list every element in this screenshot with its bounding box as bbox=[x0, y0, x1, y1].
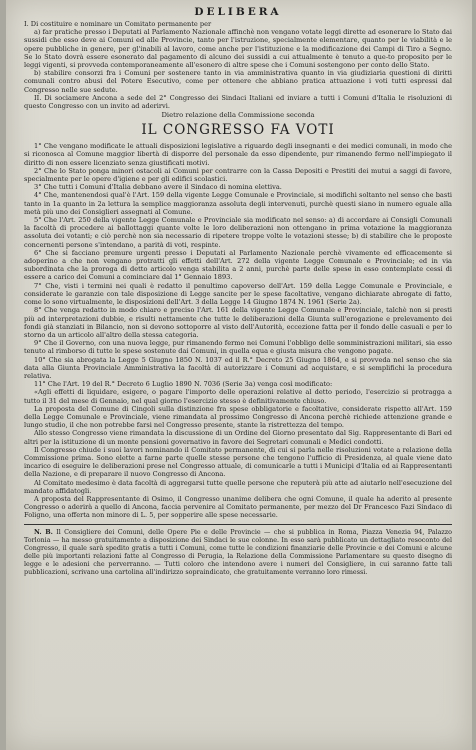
voto-8: 8° Che venga redatto in modo chiaro e preciso l'Art. 161 della vigente Legge Comunale e Provinciale, talchè non si presti più ad interpretazioni dubbie, e risulti nettamente che tutte le deliberazioni della Giunta sull'erogazione e prelevamento dei fondi già stanziati in Bilancio, non si devono sottoporre al visto dell'Autorità, eccezione fatta per il fondo delle casuali e per lo storno da un articolo all'altro della stessa categoria. bbox=[24, 306, 452, 339]
voto-1: 1° Che vengano modificate le attuali disposizioni legislative a riguardo degli insegnanti e dei medici comunali, in modo che si riconosca al Comune maggior libertà di disporre del personale da esso dipendente, pur rimanendo fermo nell'impiegato il diritto di non essere licenziato senza giustificati motivi. bbox=[24, 142, 452, 167]
delibera-heading: DELIBERA bbox=[194, 6, 282, 18]
delibera-item-2: II. Di sociamere Ancona a sede del 2° Congresso dei Sindaci Italiani ed inviare a tutti i Comuni d'Italia le risoluzioni di questo Congresso con un invito ad aderirvi. bbox=[24, 93, 452, 111]
voto-11-quote: «Agli effetti di liquidare, esigere, o pagare l'importo delle operazioni relative al detto periodo, l'esercizio si protragga a tutto il 31 del mese di Gennaio, nel qual giorno l'esercizio stesso è definitivamente chiuso. bbox=[24, 388, 452, 405]
voto-10: 10° Che sia abrogata la Legge 5 Giugno 1850 N. 1037 ed il R.° Decreto 25 Giugno 1864, e si provveda nel senso che sia data alla Giunta Provinciale Amministrativa la facoltà di autorizzare i Comuni ad acquistare, e si semplifichi la procedura relativa. bbox=[24, 355, 452, 380]
relation-line: Dietro relazione della Commissione seconda bbox=[161, 111, 315, 120]
voto-4: 4° Che, mantenendosi qual'è l'Art. 159 della vigente Legge Comunale e Provinciale, si modifichi soltanto nel senso che basti tanto in 1a quanto in 2a lettura la semplice maggioranza assoluta degli intervenuti, purchè questi siano in numero eguale alla metà più uno dei Consiglieri assegnati al Comune. bbox=[24, 191, 452, 216]
cingoli-proposal: La proposta del Comune di Cingoli sulla distinzione fra spese obbligatorie e facoltative, considerate rispetto all'Art. 159 della Legge Comunale e Provinciale, viene rimandata al prossimo Congresso di Ancona perchè richiede attenzione grande e lungo studio, il che non potrebbe farsi nel Congresso presente, stante la ristrettezza del tempo. bbox=[24, 404, 452, 430]
closing-paragraph: Il Congresso chiude i suoi lavori nominando il Comitato permanente, di cui si parla nelle risoluzioni votate a relazione della Commissione prima. Sono elette a farne parte quelle stesse persone che tengono l'ufficio di Presidenza, al quale viene dato incarico di eseguire le deliberazioni prese nel Congresso attuale, di comunicarle a tutti i Municipi d'Italia ed ai Rappresentanti della Nazione, e di preparare il nuovo Congresso di Ancona. bbox=[24, 445, 452, 479]
voto-11: 11° Che l'Art. 19 del R.° Decreto 6 Luglio 1890 N. 7036 (Serie 3a) venga così modificato: bbox=[34, 380, 333, 389]
document-page bbox=[6, 0, 472, 750]
nota-bene bbox=[24, 528, 452, 576]
congress-title: IL CONGRESSO FA VOTI bbox=[141, 122, 335, 139]
osimo-proposal: A proposta del Rappresentante di Osimo, il Congresso unanime delibera che ogni Comune, il quale ha aderito al presente Congresso o aderirà a quello di Ancona, faccia pervenire al Comitato permanente, per mezzo del Dr Francesco Fazi Sindaco di Foligno, una offerta non minore di L. 5, per sopperire alle spese necessarie. bbox=[24, 494, 452, 520]
voto-2: 2° Che lo Stato ponga minori ostacoli ai Comuni per contrarre con la Cassa Depositi e Prestiti dei mutui a saggi di favore, specialmente per le opere d'igiene e per gli edifici scolastici. bbox=[24, 166, 452, 184]
committee-paragraph: Al Comitato medesimo è data facoltà di aggregarsi tutte quelle persone che reputerà più atte ad aiutarlo nell'esecuzione del mandato affidatogli. bbox=[24, 478, 452, 495]
voto-9: 9° Che il Governo, con una nuova legge, pur rimanendo fermo nei Comuni l'obbligo delle somministrazioni militari, sia esso tenuto al rimborso di tutte le spese sostenute dai Comuni, in quella equa e giusta misura che vengono pagate. bbox=[24, 339, 452, 356]
voto-5: 5° Che l'Art. 250 della vigente Legge Comunale e Provinciale sia modificato nel senso: a) di accordare ai Consigli Comunali la facoltà di procedere ai ballottaggi quante volte le loro deliberazioni non ottengano in prima votazione la maggioranza assoluta dei votanti; e ciò perchè non sia necessario di ripetere troppe volte le votazioni stesse; b) di stabilire che le proposte concernenti persone s'intendano, a parità di voti, respinte. bbox=[24, 216, 452, 249]
section-divider bbox=[24, 524, 452, 525]
bari-proposal: Allo stesso Congresso viene rimandata la discussione di un Ordine del Giorno presentato dal Sig. Rappresentante di Bari ed altri per la istituzione di un monte pensioni governativo in favore dei Segretari comunali e Medici condotti. bbox=[24, 429, 452, 446]
nota-bene-label: N. B. bbox=[34, 527, 53, 536]
delibera-item-b: b) stabilire consorzi fra i Comuni per sostenere tanto in via amministrativa quanto in via giudiziaria questioni di diritti comunali contro abusi del Potere Esecutivo, come per ottenere che abbiano pratica attuazione i voti tutti espressi dal Congresso nelle sue sedute. bbox=[24, 69, 452, 94]
nota-bene-text: Il Consigliere dei Comuni, delle Opere Pie e delle Provincie — che si pubblica in Roma, Piazza Venezia 94, Palazzo Torlonia — ha messo gratuitamente a disposizione dei Sindaci le sue colonne. In esso sarà pubblicato un dettagliato resoconto del Congresso, il quale sarà spedito gratis a tutti i Comuni, come tutte le condizioni finanziarie delle Provincie e dei Comuni e alcune delle più importanti relazioni fatte al Congresso di Perugia, la Relazione della Commissione Parlamentare su questo disegno di legge e le adesioni che perverranno. — Tutti coloro che intendono avere i numeri del Consigliere, in cui saranno fatte tali pubblicazioni, scrivano una cartolina all'indirizzo sopraindicato, che gratuitamente verranno loro rimessi. bbox=[24, 527, 452, 576]
delibera-item-1: I. Di costituire e nominare un Comitato permanente per bbox=[24, 20, 212, 28]
document-content bbox=[24, 6, 452, 576]
voto-7: 7° Che, visti i termini nei quali è redatto il penultimo capoverso dell'Art. 159 della Legge Comunale e Provinciale, e considerate le garanzie con tale disposizione di Legge sancite per le spese facoltative, vengano dichiarate abrogate di fatto, come lo sono virtualmente, le disposizioni dell'Art. 3 della Legge 14 Giugno 1874 N. 1961 (Serie 2a). bbox=[24, 281, 452, 307]
voto-6: 6° Che si facciano premure urgenti presso i Deputati al Parlamento Nazionale perchè vivamente ed efficacemente si adoperino a che non vengano protratti gli effetti dell'Art. 272 della vigente Legge Comunale e Provinciale; ed in via subordinata che la proroga di detto articolo venga stabilita a 2 anni, purchè parte delle spese in esso contemplate cessi di essere a carico dei Comuni a cominciare dal 1° Gennaio 1893. bbox=[24, 248, 452, 282]
delibera-item-a: a) far pratiche presso i Deputati al Parlamento Nazionale affinchè non vengano votate leggi dirette ad esonerare lo Stato dai sussidi che esso deve ai Comuni ed alle Provincie, tanto per l'istruzione, specialmente elementare, quanto per le viabilità e le opere pubbliche in genere, per gl'inabili al lavoro, come anche per l'istituzione e la modificazione dei Campi di Tiro a Segno. Se lo Stato dovrà essere esonerato dal pagamento di alcuno dei sussidi a cui attualmente è tenuto a que-to proposito per le leggi vigenti, si provveda contemporaneamente all'esonero di altre spese che i Comuni sostengono per conto dello Stato. bbox=[24, 28, 452, 70]
voto-3: 3° Che tutti i Comuni d'Italia debbano avere il Sindaco di nomina elettiva. bbox=[34, 183, 282, 192]
